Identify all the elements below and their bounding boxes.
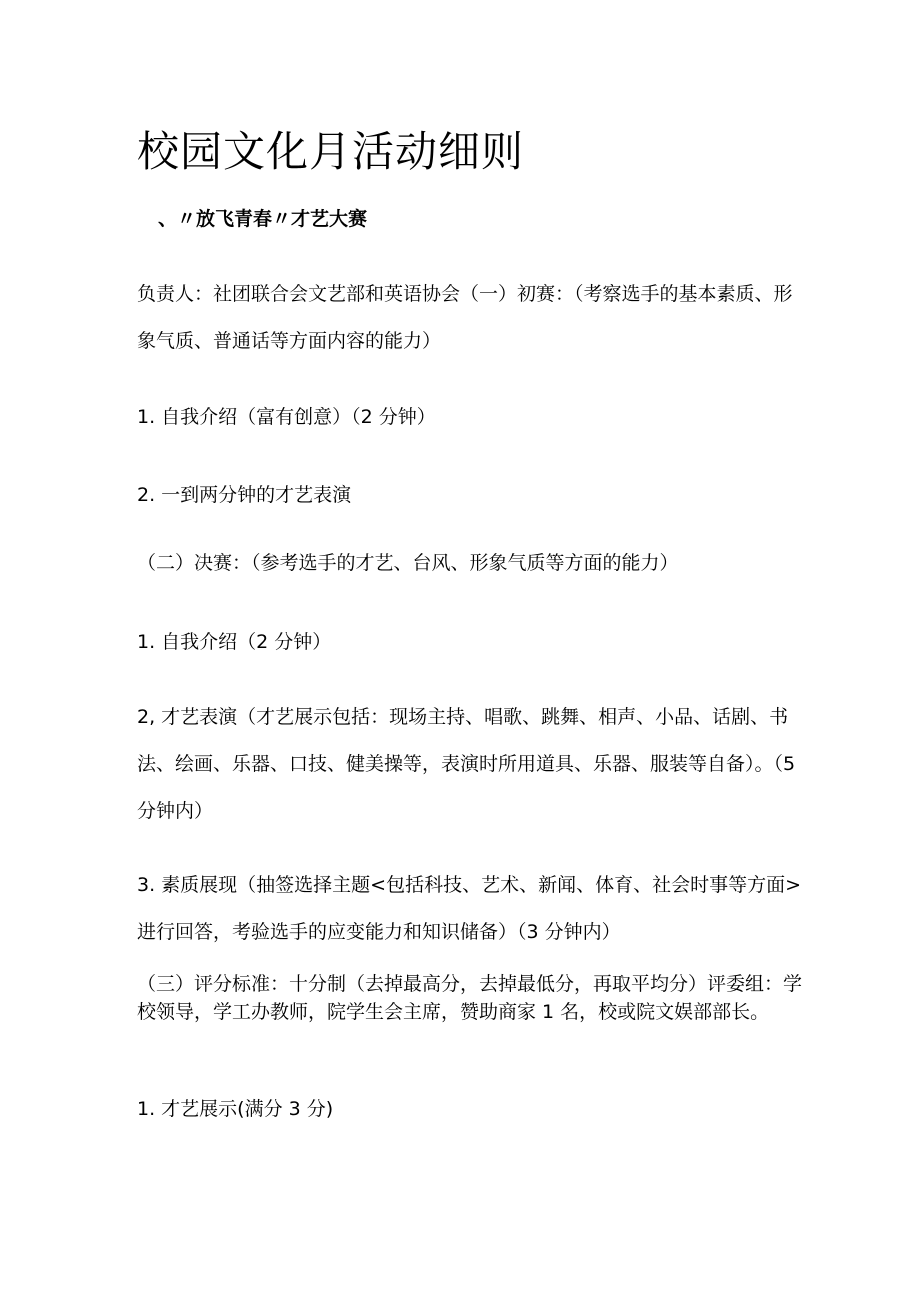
paragraph-scoring-item-1: 1. 才艺展示(满分 3 分) — [137, 1098, 334, 1120]
document-title: 校园文化月活动细则 — [137, 127, 525, 176]
paragraph-final-item-1: 1. 自我介绍（2 分钟） — [137, 631, 332, 653]
paragraph-responsible: 负责人：社团联合会文艺部和英语协会（一）初赛：（考察选手的基本素质、形象气质、普通话等方面内容的能力） — [137, 283, 793, 352]
paragraph-final-item-3: 3. 素质展现（抽签选择主题<包括科技、艺术、新闻、体育、社会时事等方面>进行回答，考验选手的应变能力和知识储备）（3 分钟内） — [137, 874, 802, 943]
section-heading: 、〃放飞青春〃才艺大赛 — [158, 208, 368, 230]
paragraph-prelim-item-1: 1. 自我介绍（富有创意）（2 分钟） — [137, 406, 436, 428]
paragraph-final-heading: （二）决赛：（参考选手的才艺、台风、形象气质等方面的能力） — [137, 552, 679, 574]
paragraph-scoring: （三）评分标准：十分制（去掉最高分，去掉最低分，再取平均分）评委组：学校领导，学工办教师，院学生会主席，赞助商家 1 名，校或院文娱部部长。 — [137, 973, 803, 1023]
paragraph-final-item-2: 2, 才艺表演（才艺展示包括：现场主持、唱歌、跳舞、相声、小品、话剧、书法、绘画、乐器、口技、健美操等，表演时所用道具、乐器、服装等自备）。（5 分钟内） — [137, 706, 796, 822]
paragraph-prelim-item-2: 2. 一到两分钟的才艺表演 — [137, 484, 352, 506]
